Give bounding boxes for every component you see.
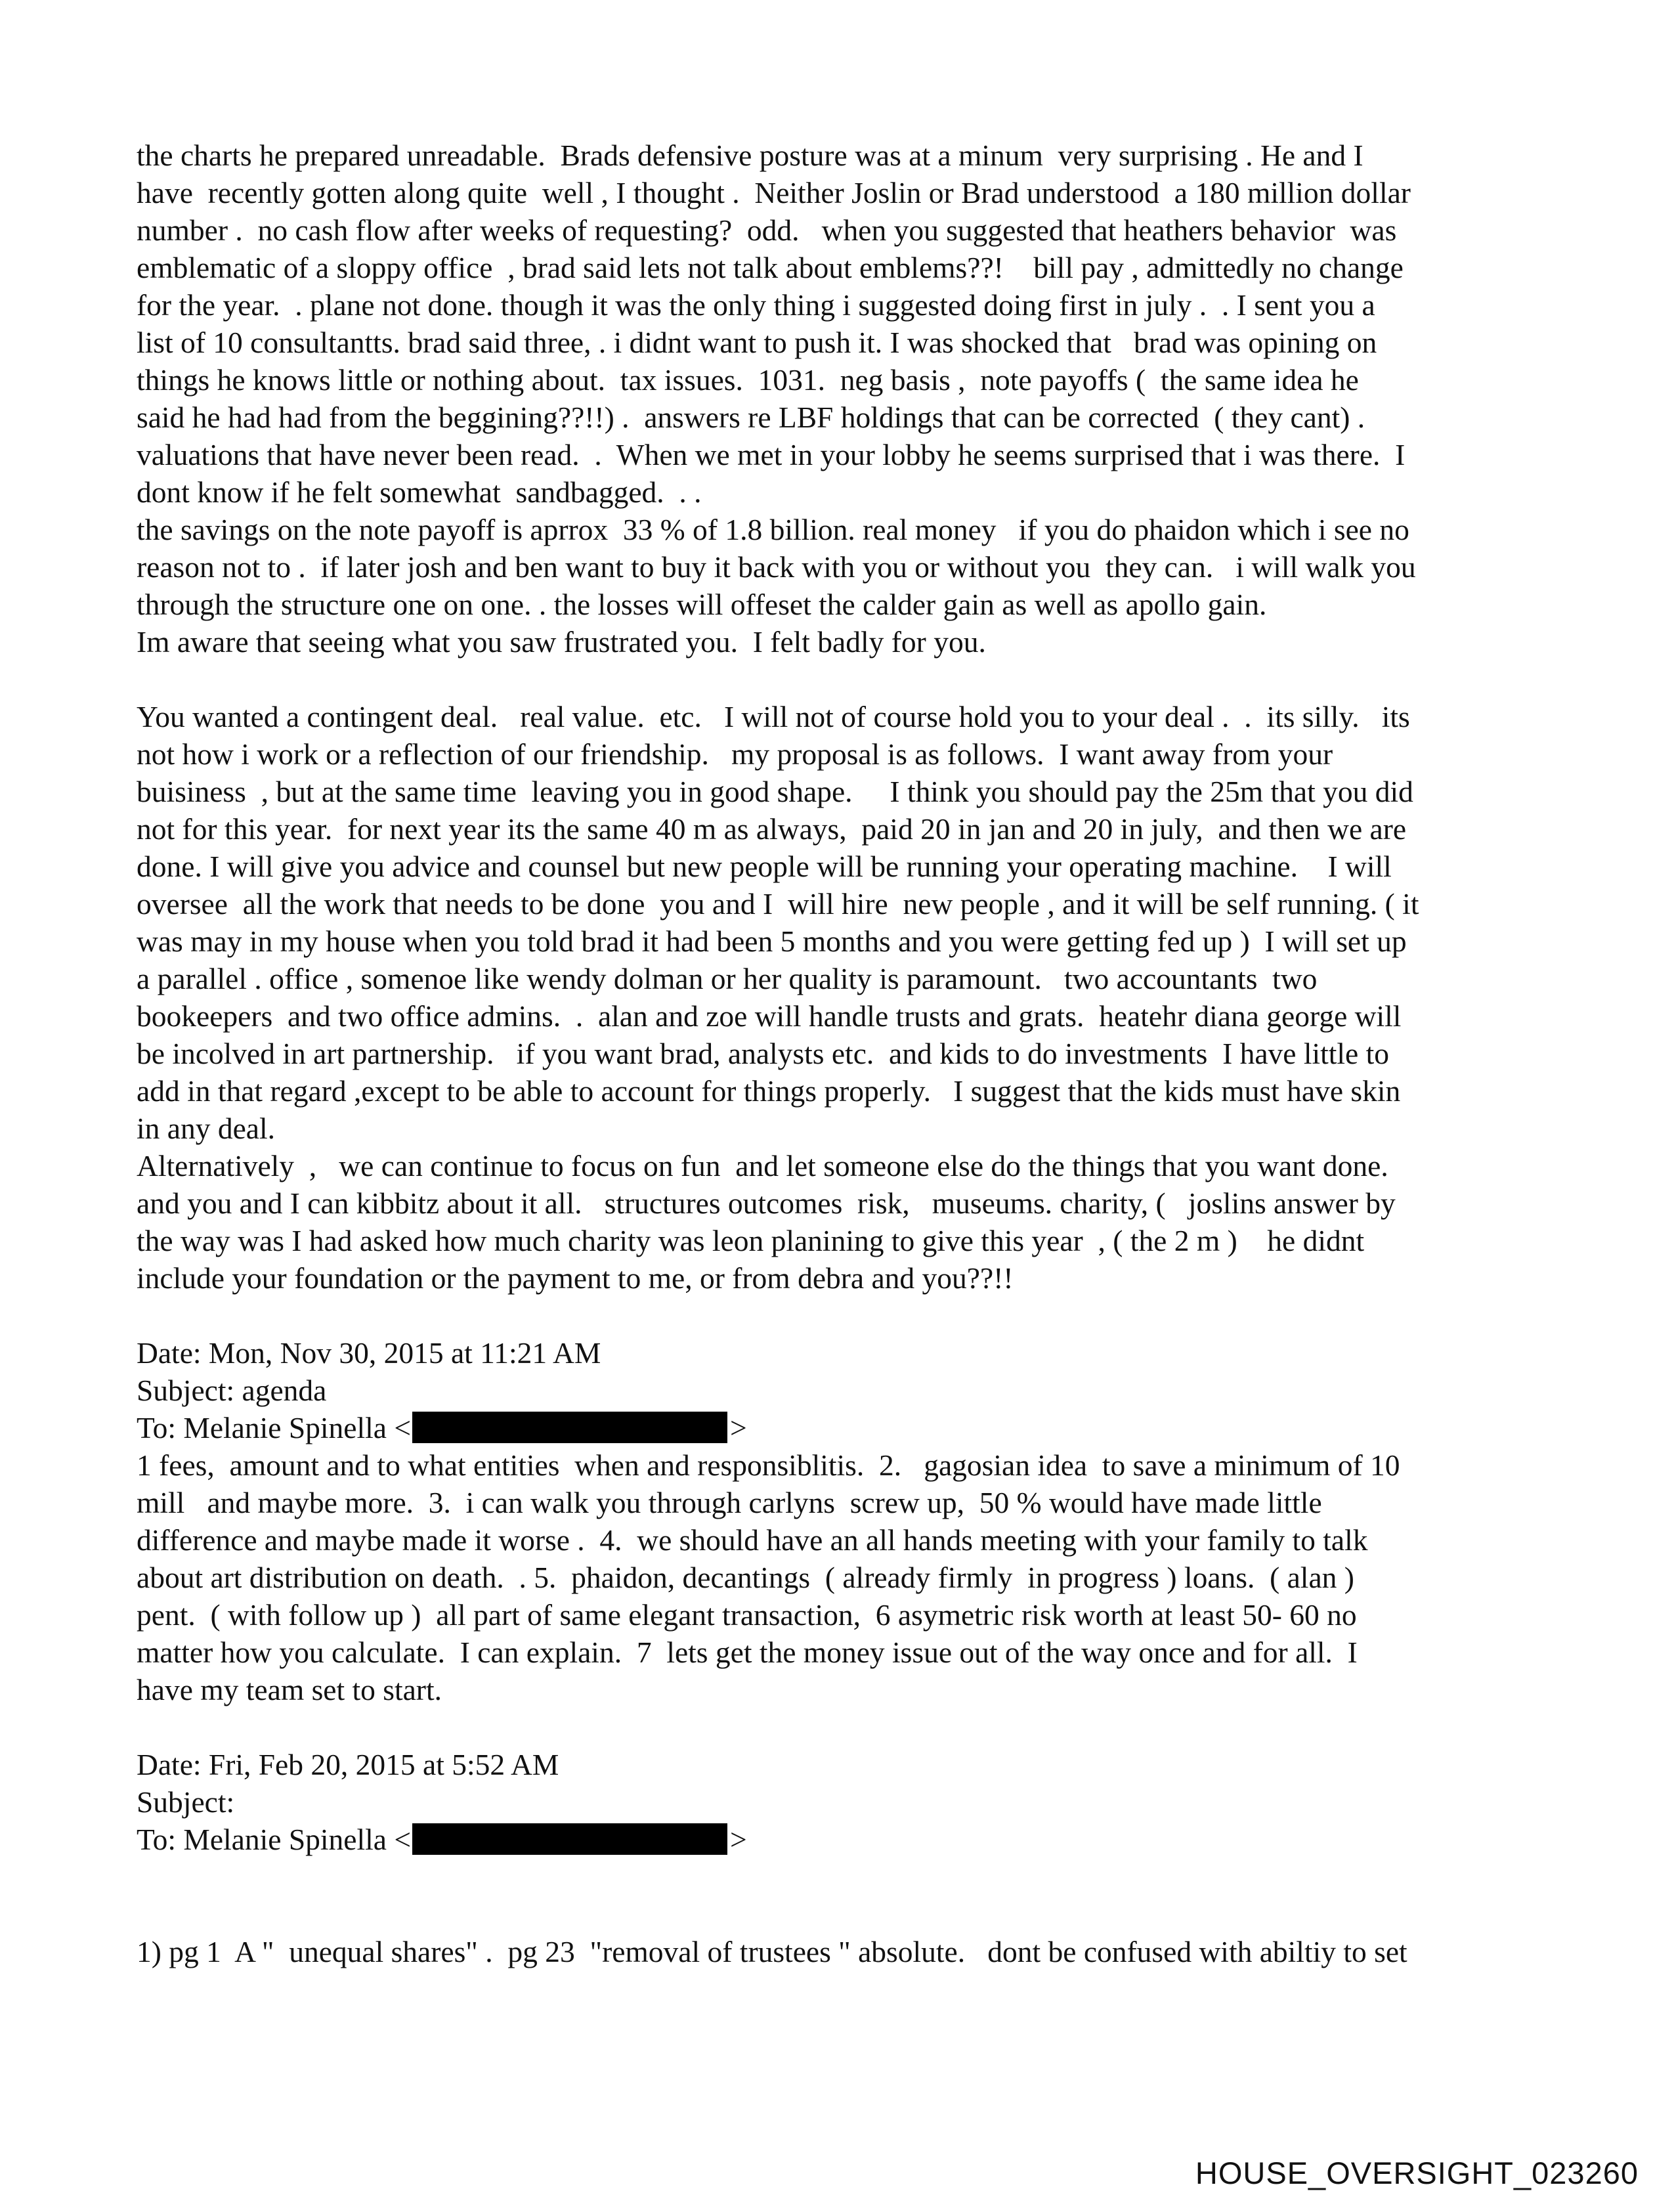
email-subject: Subject: agenda <box>137 1374 327 1407</box>
paragraph-spacer <box>137 1708 1541 1746</box>
email-header-1 <box>137 1334 1541 1446</box>
text-line: not for this year. for next year its the same 40 m as always, paid 20 in jan and 20 in july, and then we are <box>137 812 1407 846</box>
text-line: dont know if he felt somewhat sandbagged. . . <box>137 475 702 509</box>
text-line: 1 fees, amount and to what entities when and responsiblitis. 2. gagosian idea to save a minimum of 10 <box>137 1448 1400 1482</box>
text-line: add in that regard ,except to be able to account for things properly. I suggest that the kids must have skin <box>137 1074 1401 1108</box>
email-to <box>137 1821 1541 1858</box>
text-line: the way was I had asked how much charity was leon planining to give this year , ( the 2 m ) he didnt <box>137 1224 1365 1257</box>
text-line: bookeepers and two office admins. . alan and zoe will handle trusts and grats. heatehr diana george will <box>137 999 1402 1033</box>
text-line: difference and maybe made it worse . 4. we should have an all hands meeting with your family to talk <box>137 1523 1368 1557</box>
email-date: Date: Fri, Feb 20, 2015 at 5:52 AM <box>137 1748 559 1781</box>
paragraph-spacer <box>137 1297 1541 1334</box>
text-line: done. I will give you advice and counsel but new people will be running your operating machine. I will <box>137 850 1392 883</box>
text-line: reason not to . if later josh and ben want to buy it back with you or without you they can. i will walk you <box>137 550 1416 584</box>
paragraph-spacer <box>137 1858 1541 1933</box>
text-line: Alternatively , we can continue to focus on fun and let someone else do the things that you want done. <box>137 1149 1388 1182</box>
text-line: about art distribution on death. . 5. phaidon, decantings ( already firmly in progress ) loans. ( alan ) <box>137 1561 1354 1594</box>
redaction-box <box>412 1412 727 1443</box>
email-to-suffix: > <box>730 1411 747 1444</box>
text-line: Im aware that seeing what you saw frustrated you. I felt badly for you. <box>137 625 986 659</box>
text-line: a parallel . office , somenoe like wendy dolman or her quality is paramount. two accountants two <box>137 962 1318 995</box>
text-line: mill and maybe more. 3. i can walk you through carlyns screw up, 50 % would have made little <box>137 1486 1322 1519</box>
body-paragraph-1 <box>137 137 1541 661</box>
email-to-prefix: To: Melanie Spinella < <box>137 1823 411 1856</box>
text-line: things he knows little or nothing about. tax issues. 1031. neg basis , note payoffs ( the same idea he <box>137 363 1359 397</box>
email-date: Date: Mon, Nov 30, 2015 at 11:21 AM <box>137 1336 601 1370</box>
text-line: list of 10 consultantts. brad said three, . i didnt want to push it. I was shocked that brad was opining on <box>137 326 1377 359</box>
text-line: the charts he prepared unreadable. Brads defensive posture was at a minum very surprising . He and I <box>137 139 1363 172</box>
text-line: not how i work or a reflection of our friendship. my proposal is as follows. I want away from your <box>137 737 1333 771</box>
text-line: 1) pg 1 A " unequal shares" . pg 23 "removal of trustees " absolute. dont be confused with abiltiy to set <box>137 1935 1407 1968</box>
text-line: oversee all the work that needs to be done you and I will hire new people , and it will be self running. ( it <box>137 887 1419 921</box>
text-line: buisiness , but at the same time leaving you in good shape. I think you should pay the 25m that you did <box>137 775 1413 808</box>
email-to-suffix: > <box>730 1823 747 1856</box>
text-line: include your foundation or the payment to me, or from debra and you??!! <box>137 1261 1014 1295</box>
text-line: matter how you calculate. I can explain. 7 lets get the money issue out of the way once and for all. I <box>137 1636 1358 1669</box>
email-body-2 <box>137 1933 1541 1970</box>
email-header-2 <box>137 1746 1541 1858</box>
email-to-prefix: To: Melanie Spinella < <box>137 1411 411 1444</box>
text-line: the savings on the note payoff is aprrox 33 % of 1.8 billion. real money if you do phaidon which i see no <box>137 513 1409 546</box>
text-line: number . no cash flow after weeks of requesting? odd. when you suggested that heathers behavior was <box>137 213 1397 247</box>
text-line: You wanted a contingent deal. real value. etc. I will not of course hold you to your deal . . its silly. its <box>137 700 1410 733</box>
text-line: pent. ( with follow up ) all part of same elegant transaction, 6 asymetric risk worth at least 50- 60 no <box>137 1598 1357 1632</box>
paragraph-spacer <box>137 661 1541 698</box>
document-page <box>137 137 1541 1970</box>
email-subject: Subject: <box>137 1785 235 1819</box>
text-line: be incolved in art partnership. if you want brad, analysts etc. and kids to do investments I have little to <box>137 1037 1390 1070</box>
text-line: through the structure one on one. . the losses will offeset the calder gain as well as apollo gain. <box>137 588 1267 621</box>
text-line: for the year. . plane not done. though it was the only thing i suggested doing first in july . . I sent you a <box>137 288 1375 322</box>
email-to <box>137 1409 1541 1446</box>
text-line: said he had had from the beggining??!!) . answers re LBF holdings that can be corrected ( they cant) . <box>137 401 1365 434</box>
text-line: have recently gotten along quite well , I thought . Neither Joslin or Brad understood a 180 million dollar <box>137 176 1411 209</box>
text-line: have my team set to start. <box>137 1673 442 1706</box>
body-paragraph-2 <box>137 698 1541 1297</box>
email-body-1 <box>137 1446 1541 1708</box>
text-line: in any deal. <box>137 1112 275 1145</box>
text-line: emblematic of a sloppy office , brad said lets not talk about emblems??! bill pay , admittedly no change <box>137 251 1404 284</box>
redaction-box <box>412 1823 727 1855</box>
text-line: and you and I can kibbitz about it all. structures outcomes risk, museums. charity, ( joslins answer by <box>137 1186 1396 1220</box>
text-line: valuations that have never been read. . When we met in your lobby he seems surprised that i was there. I <box>137 438 1406 471</box>
text-line: was may in my house when you told brad it had been 5 months and you were getting fed up ) I will set up <box>137 924 1407 958</box>
bates-number: HOUSE_OVERSIGHT_023260 <box>1195 2156 1639 2190</box>
